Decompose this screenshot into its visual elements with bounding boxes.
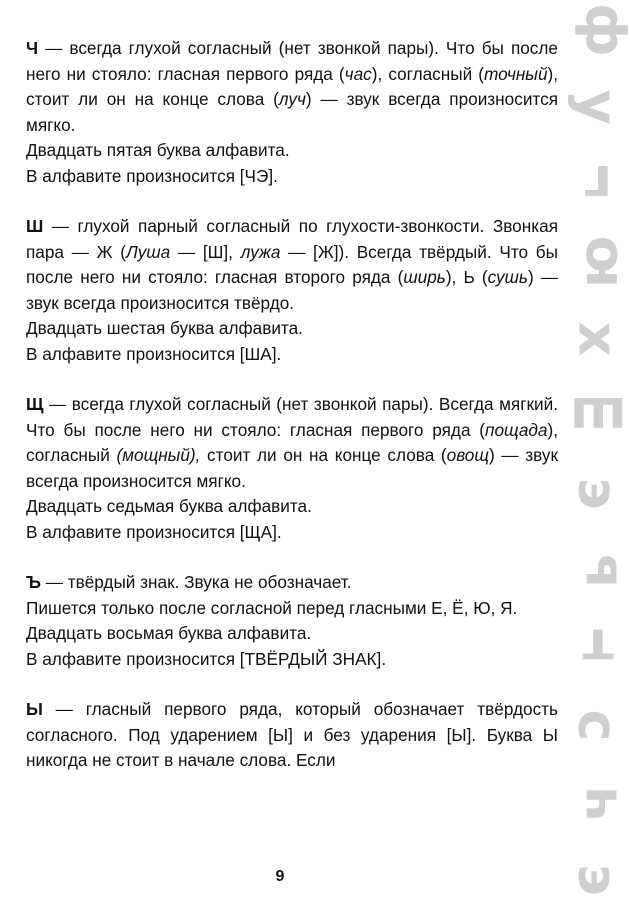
entry-description	[6, 697, 558, 774]
side-letter: г	[583, 153, 613, 217]
entry-line: Двадцать шестая буква алфавита.	[26, 318, 303, 338]
description-text: ) — звук всегда произносится мягко.	[26, 445, 558, 491]
side-letter: ф	[566, 3, 630, 57]
side-letter: у	[566, 89, 630, 125]
entry-letter: Ч	[26, 38, 39, 58]
entry-letter: Ы	[26, 699, 43, 719]
description-text: — всегда глухой согласный (нет звонкой пары). Всегда мягкий. Что бы после него ни стояло: гласная первого ряда (	[26, 394, 558, 440]
entry-line: В алфавите произносится [ЧЭ].	[26, 165, 278, 186]
side-letter: т	[582, 616, 614, 680]
description-text: ), согласный (	[371, 63, 485, 84]
entry-description	[6, 214, 558, 316]
side-letter: э	[566, 863, 630, 897]
page-text	[6, 36, 558, 799]
entry-letter: Щ	[26, 394, 44, 414]
example-word: точный	[484, 63, 548, 84]
letter-entry	[6, 214, 558, 367]
side-letter: с	[566, 709, 630, 742]
description-text: — [Ш],	[170, 241, 241, 262]
entry-line: Пишется только после согласной перед гласными Е, Ё, Ю, Я.	[26, 597, 518, 618]
example-word: час	[344, 63, 372, 84]
description-text: — [Ж]). Всегда твёрдый. Что бы после него ни стояло: гласная второго ряда (	[26, 241, 559, 287]
entry-line: Двадцать седьмая буква алфавита.	[26, 496, 312, 516]
entry-line: В алфавите произносится [ЩА].	[26, 521, 282, 542]
side-letter: ю	[566, 235, 630, 289]
description-text: ), Ь (	[445, 267, 488, 287]
side-letter: э	[566, 477, 630, 510]
example-word: лужа	[240, 241, 281, 262]
entry-description	[6, 36, 558, 138]
decorative-letter-strip	[566, 0, 630, 907]
description-text: ) — звук всегда произносится мягко.	[26, 89, 558, 135]
description-text: — твёрдый знак. Звука не обозначает.	[40, 572, 352, 592]
entry-description	[6, 570, 558, 596]
description-text: ), согласный	[26, 419, 558, 465]
example-word: пощада	[485, 419, 548, 440]
example-word: овощ	[446, 445, 489, 465]
example-word: (мощный),	[116, 445, 201, 465]
entry-line: Двадцать восьмая буква алфавита.	[26, 623, 312, 643]
letter-entry	[6, 36, 558, 189]
description-text: — всегда глухой согласный (нет звонкой пары). Что бы после него ни стояло: гласная первого ряда (	[26, 38, 558, 84]
example-word: ширь	[403, 267, 446, 287]
entry-line: В алфавите произносится [ТВЁРДЫЙ ЗНАК].	[26, 648, 387, 669]
side-letter: ь	[566, 553, 630, 588]
letter-entry	[6, 570, 558, 672]
entry-description	[6, 392, 558, 494]
letter-entry	[6, 392, 558, 545]
side-letter: х	[566, 321, 630, 357]
example-word: сушь	[487, 267, 528, 287]
description-text: — гласный первого ряда, который обозначает твёрдость согласного. Под ударением [Ы] и без ударения [Ы]. Буква Ы никогда не стоит в начале слова. Если	[26, 699, 558, 770]
page-number: 9	[275, 868, 285, 885]
description-text: стоит ли он на конце слова (	[200, 445, 447, 465]
entry-letter: Ш	[26, 216, 44, 236]
description-text: ) — звук всегда произносится твёрдо.	[26, 267, 558, 313]
example-word: Луша	[126, 241, 171, 262]
entry-line: В алфавите произносится [ША].	[26, 343, 282, 364]
entry-line: Двадцать пятая буква алфавита.	[26, 140, 290, 160]
side-letter: ш	[569, 384, 627, 448]
entry-letter: Ъ	[26, 572, 41, 592]
letter-entry	[6, 697, 558, 774]
example-word: луч	[278, 89, 306, 109]
description-text: ), стоит ли он на конце слова (	[26, 63, 559, 109]
description-text: — глухой парный согласный по глухости-звонкости. Звонкая пара — Ж (	[26, 216, 558, 262]
side-letter: ч	[566, 784, 630, 822]
